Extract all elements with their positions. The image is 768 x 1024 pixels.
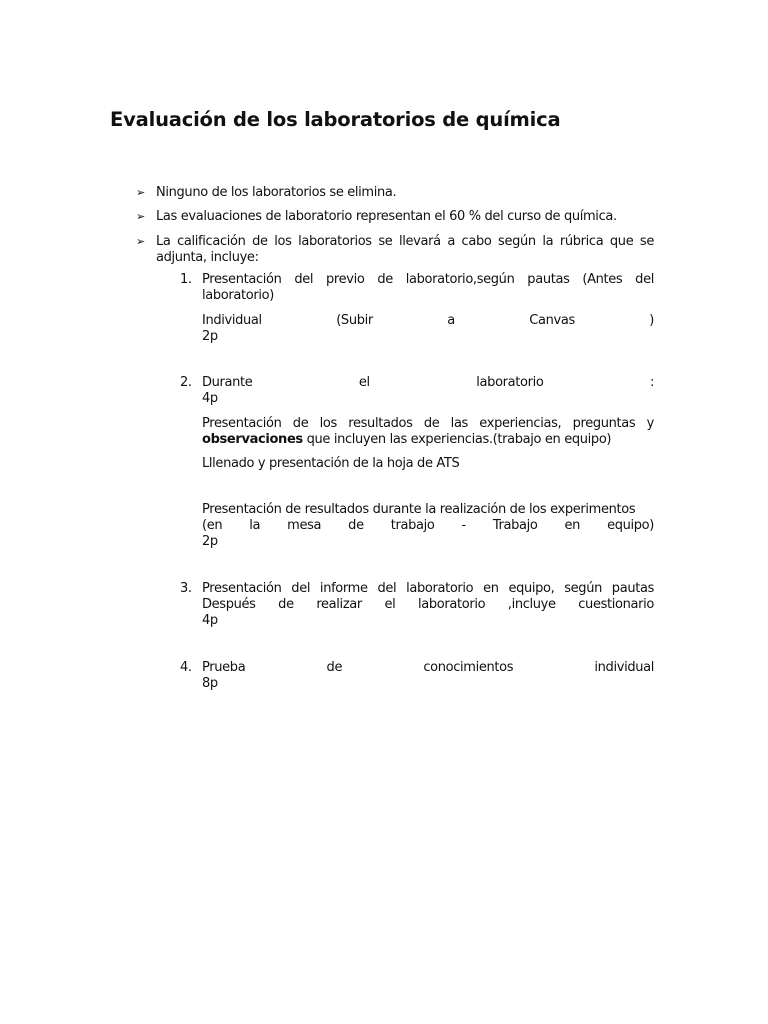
item-points: 8p [202, 676, 218, 691]
item-number: 4. [180, 660, 192, 675]
item-number: 1. [180, 272, 192, 287]
item-detail: Presentación de los resultados de las experiencias, preguntas y [202, 416, 654, 431]
item-text: Presentación del previo de laboratorio,según pautas (Antes del [202, 272, 654, 287]
page-title: Evaluación de los laboratorios de química [110, 108, 561, 131]
bullet-text-continuation: adjunta, incluye: [156, 250, 259, 265]
bullet-arrow-icon: ➢ [136, 210, 146, 223]
bullet-text: Ninguno de los laboratorios se elimina. [156, 185, 397, 200]
item-number: 2. [180, 375, 192, 390]
item-points: 2p [202, 329, 218, 344]
item-detail-rest: que incluyen las experiencias.(trabajo en equipo) [302, 432, 612, 447]
item-detail-continuation [202, 432, 611, 448]
item-points: 4p [202, 613, 218, 628]
item-points: 4p [202, 391, 218, 406]
item-text: Prueba de conocimientos individual [202, 660, 654, 675]
bullet-arrow-icon: ➢ [136, 235, 146, 248]
item-detail: Lllenado y presentación de la hoja de ATS [202, 456, 460, 471]
item-number: 3. [180, 581, 192, 596]
item-text-continuation: laboratorio) [202, 288, 274, 303]
emphasis-text: observaciones [202, 432, 303, 447]
bullet-text: La calificación de los laboratorios se llevará a cabo según la rúbrica que se [156, 234, 654, 249]
item-text: Durante el laboratorio : [202, 375, 654, 390]
item-detail-continuation: (en la mesa de trabajo - Trabajo en equipo) [202, 518, 654, 533]
item-detail: Individual (Subir a Canvas ) [202, 313, 654, 328]
bullet-arrow-icon: ➢ [136, 186, 146, 199]
item-detail: Presentación de resultados durante la realización de los experimentos [202, 502, 636, 517]
item-text: Presentación del informe del laboratorio en equipo, según pautas [202, 581, 654, 596]
item-text-continuation: Después de realizar el laboratorio ,incluye cuestionario [202, 597, 654, 612]
item-points: 2p [202, 534, 218, 549]
bullet-text: Las evaluaciones de laboratorio representan el 60 % del curso de química. [156, 209, 617, 224]
